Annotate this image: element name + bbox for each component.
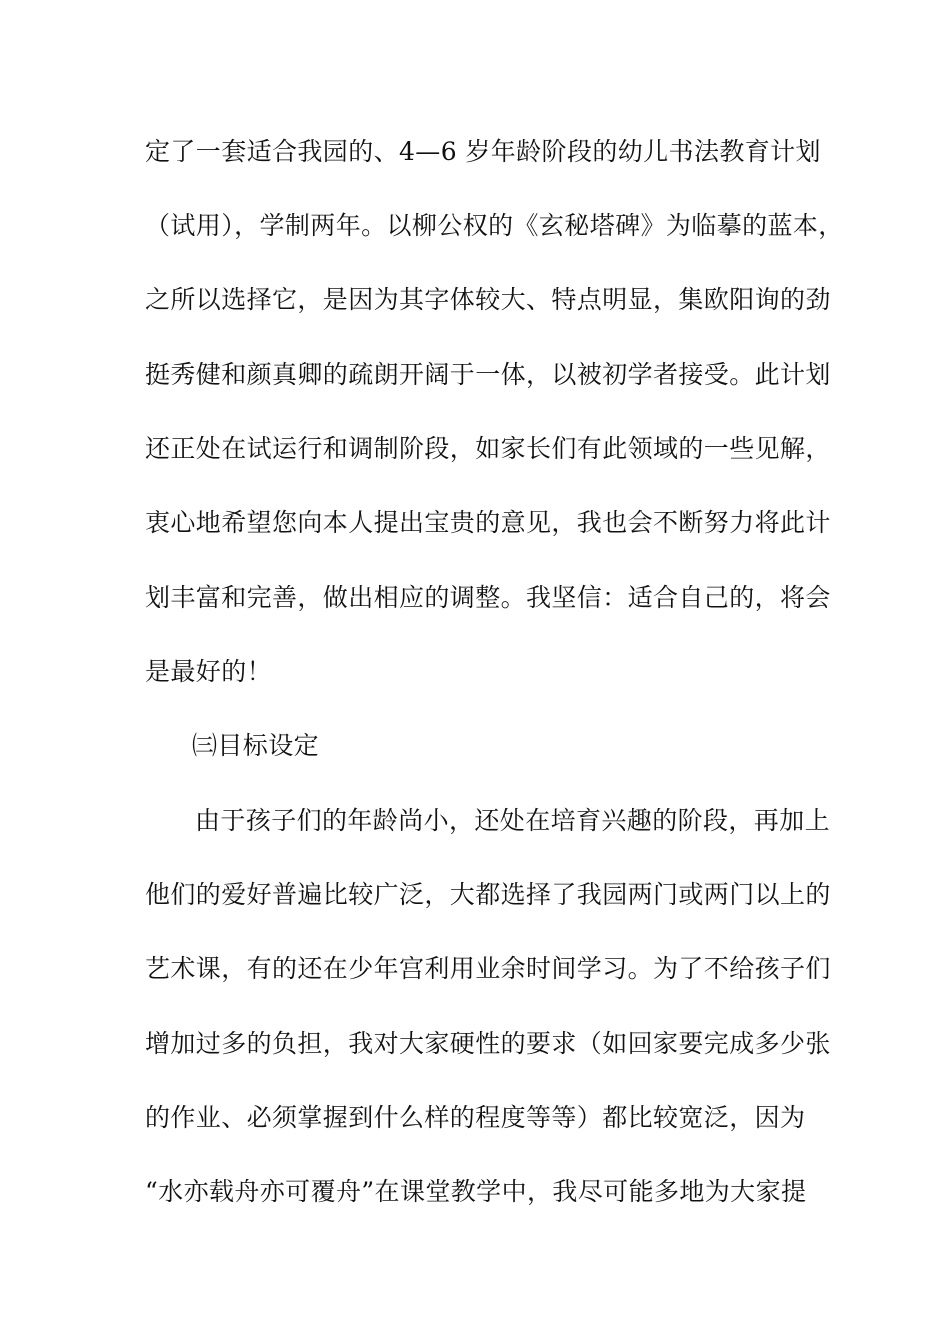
paragraph-line: 艺术课，有的还在少年宫利用业余时间学习。为了不给孩子们 [145, 954, 831, 983]
paragraph-line: 划丰富和完善，做出相应的调整。我坚信：适合自己的，将会 [145, 583, 831, 612]
paragraph-line: 他们的爱好普遍比较广泛，大都选择了我园两门或两门以上的 [145, 880, 831, 909]
paragraph-line: 还正处在试运行和调制阶段，如家长们有此领域的一些见解， [145, 434, 831, 463]
paragraph-line: 挺秀健和颜真卿的疏朗开阔于一体，以被初学者接受。此计划 [145, 360, 831, 389]
paragraph-line: 由于孩子们的年龄尚小，还处在培育兴趣的阶段，再加上 [195, 806, 831, 835]
paragraph-line: 衷心地希望您向本人提出宝贵的意见，我也会不断努力将此计 [145, 508, 831, 537]
paragraph-line: 增加过多的负担，我对大家硬性的要求（如回家要完成多少张 [145, 1029, 831, 1058]
paragraph-line: 是最好的！ [145, 657, 273, 686]
paragraph-line: 之所以选择它，是因为其字体较大、特点明显，集欧阳询的劲 [145, 285, 831, 314]
paragraph-line: 的作业、必须掌握到什么样的程度等等）都比较宽泛，因为 [145, 1103, 806, 1132]
paragraph-line: 定了一套适合我园的、4—6 岁年龄阶段的幼儿书法教育计划 [145, 137, 821, 166]
section-heading: ㈢目标设定 [192, 731, 320, 760]
paragraph-line: “水亦载舟亦可覆舟”在课堂教学中，我尽可能多地为大家提 [145, 1177, 807, 1206]
paragraph-line: （试用），学制两年。以柳公权的《玄秘塔碑》为临摹的蓝本， [145, 211, 844, 240]
